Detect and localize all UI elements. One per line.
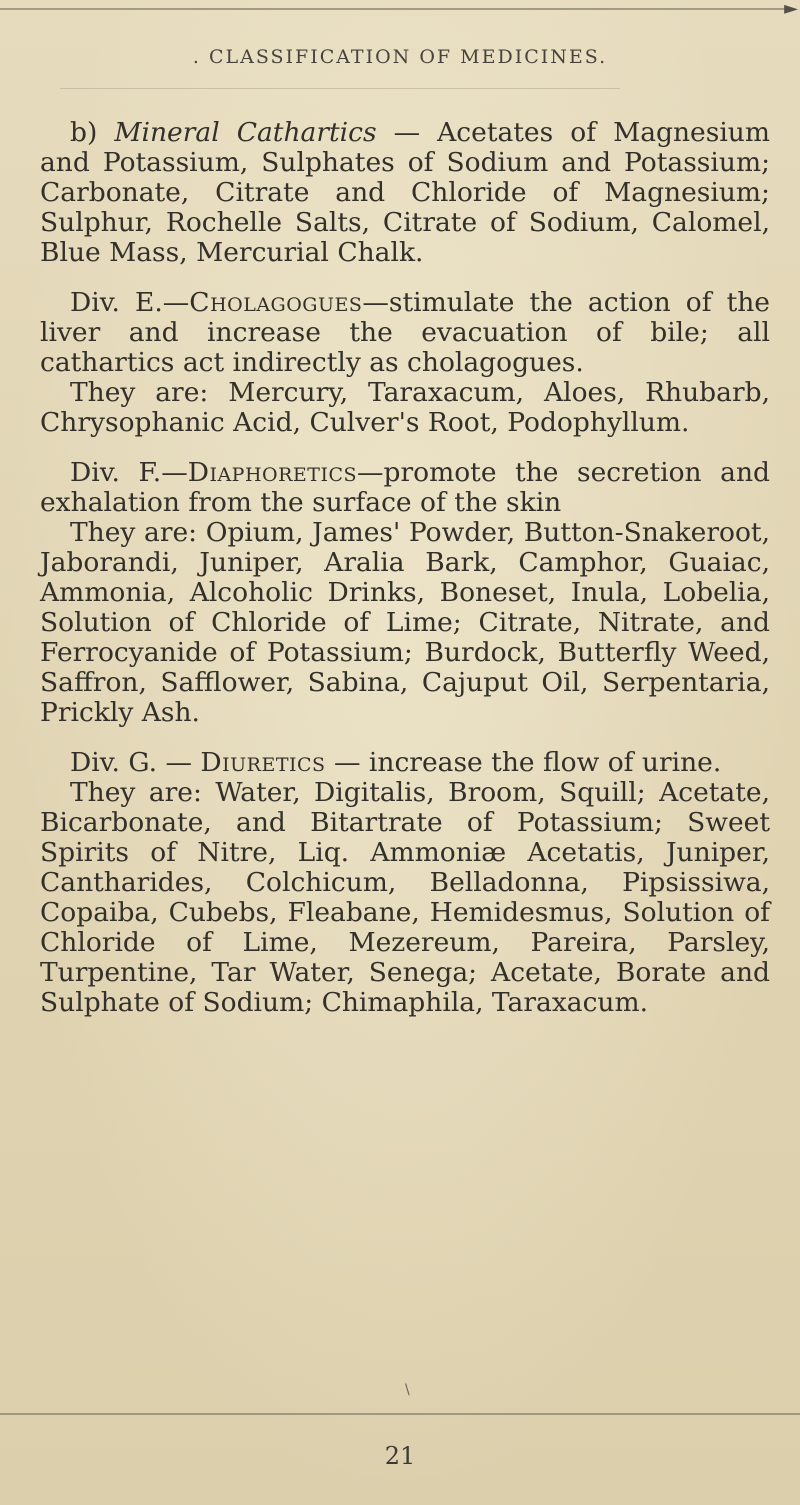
page-number: 21 [384, 1442, 416, 1470]
division-prefix: Div. F.— [70, 457, 188, 488]
running-head: . CLASSIFICATION OF MEDICINES. [192, 46, 608, 68]
paragraph-text: — increase the flow of urine. [325, 747, 722, 778]
paragraph-text: — Acetates of Magnesium and Potassium, Sulphates of Sodium and Potassium; Carbonate, Citrate and Chloride of Magnesium; Sulphur, Rochelle Salts, Citrate of Sodium, Calomel, Blue Mass, Mercurial Chalk. [40, 117, 770, 268]
paragraph-text: —promote the secretion and exhalation from the surface of the skin [40, 457, 770, 518]
division-prefix: Div. G. — [70, 747, 201, 778]
paragraph-mineral-cathartics [40, 118, 770, 268]
paragraph-div-g [40, 748, 770, 1018]
division-list: They are: Water, Digitalis, Broom, Squill; Acetate, Bicarbonate, and Bitartrate of Potassium; Sweet Spirits of Nitre, Liq. Ammoniæ Acetatis, Juniper, Cantharides, Colchicum, Belladonna, Pipsissiwa, Copaiba, Cubebs, Fleabane, Hemidesmus, Solution of Chloride of Lime, Mezereum, Pareira, Parsley, Turpentine, Tar Water, Senega; Acetate, Borate and Sulphate of Sodium; Chimaphila, Taraxacum. [40, 777, 770, 1018]
bottom-rule [0, 1413, 800, 1415]
division-heading: Diuretics [200, 747, 326, 778]
stray-mark: \ [405, 1382, 410, 1398]
paragraph-text: —stimulate the action of the liver and increase the evacuation of bile; all cathartics act indirectly as cholagogues. [40, 287, 770, 378]
top-rule [0, 8, 790, 10]
body-text [40, 118, 770, 1038]
arrow-right-icon: ► [784, 0, 798, 19]
list-label: b) [70, 117, 98, 148]
division-heading: Diaphoretics [187, 457, 358, 488]
header-rule [60, 88, 620, 89]
division-list: They are: Opium, James' Powder, Button-Snakeroot, Jaborandi, Juniper, Aralia Bark, Camphor, Guaiac, Ammonia, Alcoholic Drinks, Boneset, Inula, Lobelia, Solution of Chloride of Lime; Citrate, Nitrate, and Ferrocyanide of Potassium; Burdock, Butterfly Weed, Saffron, Safflower, Sabina, Cajuput Oil, Serpentaria, Prickly Ash. [40, 517, 770, 728]
section-title: Mineral Cathartics [114, 117, 377, 148]
division-list: They are: Mercury, Taraxacum, Aloes, Rhubarb, Chrysophanic Acid, Culver's Root, Podophyllum. [40, 377, 770, 438]
paragraph-div-e [40, 288, 770, 438]
division-prefix: Div. E.— [70, 287, 190, 318]
paragraph-div-f [40, 458, 770, 728]
division-heading: Cholagogues [189, 287, 363, 318]
